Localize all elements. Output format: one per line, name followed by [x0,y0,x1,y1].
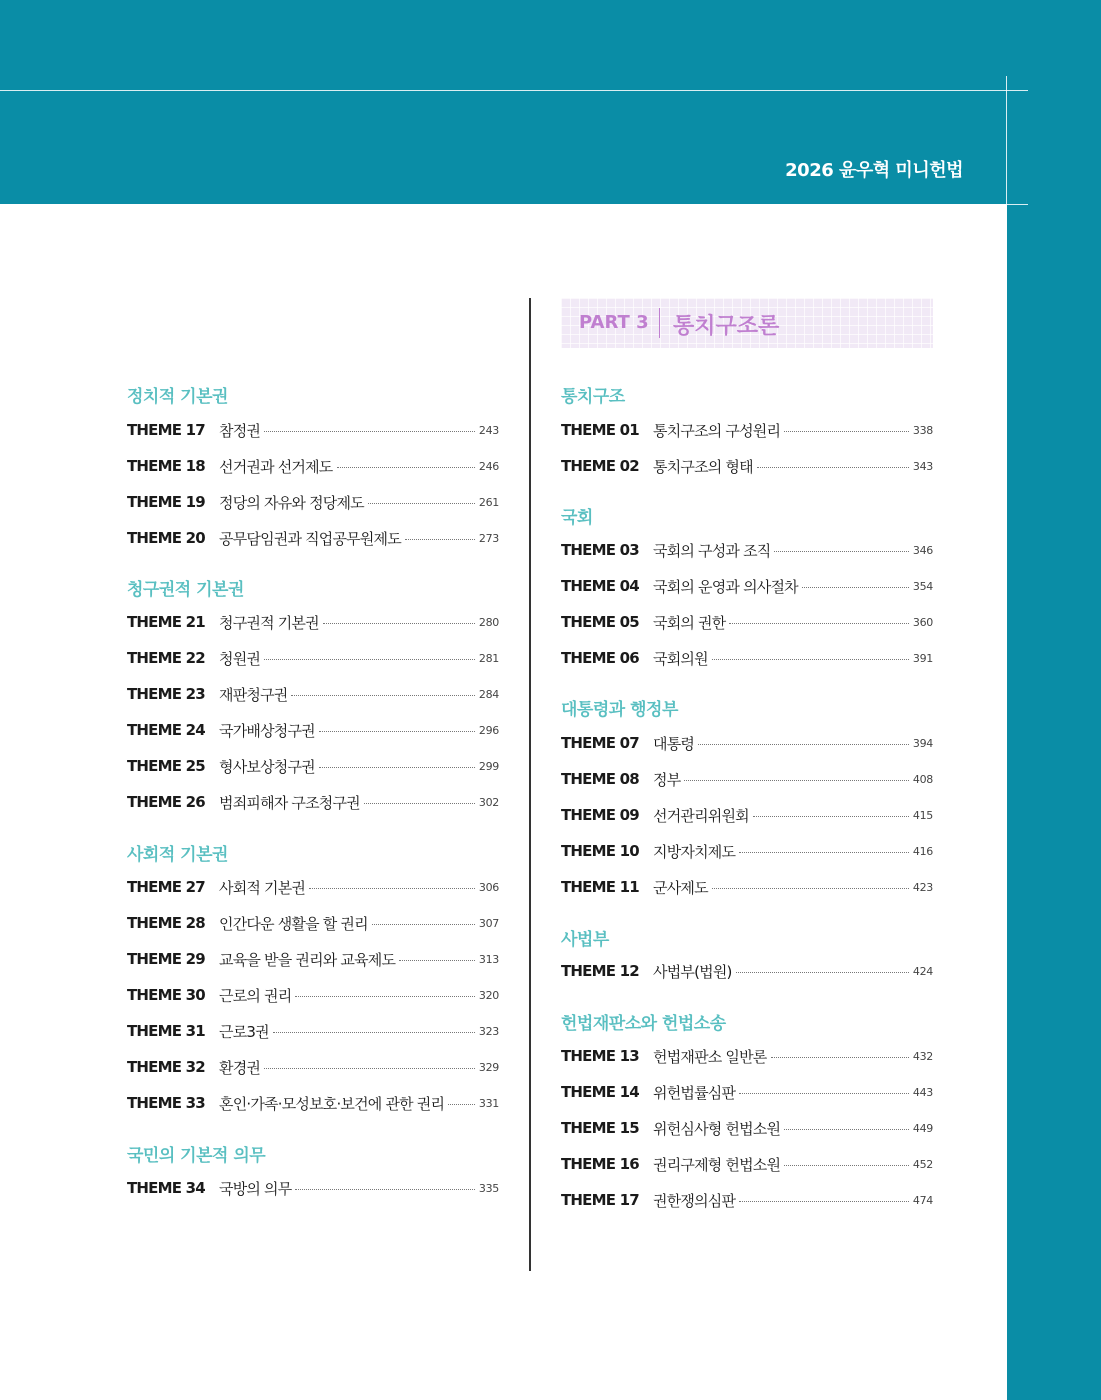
section-title: 사법부 [561,930,609,950]
toc-entry[interactable] [127,610,499,634]
theme-number: THEME 27 [127,878,205,896]
theme-number: THEME 01 [561,421,639,439]
theme-title: 국방의 의무 [219,1179,292,1198]
page-number: 246 [478,459,499,473]
toc-entry[interactable] [561,959,933,983]
theme-title: 근로의 권리 [219,986,292,1005]
dot-leader [712,888,909,889]
toc-entry[interactable] [127,875,499,899]
toc-entry[interactable] [127,454,499,478]
page-number: 320 [478,988,499,1002]
dot-leader [729,623,908,624]
toc-entry[interactable] [127,490,499,514]
theme-title: 선거관리위원회 [653,806,749,825]
theme-number: THEME 31 [127,1022,205,1040]
toc-entry[interactable] [127,718,499,742]
theme-number: THEME 18 [127,457,205,475]
dot-leader [337,467,475,468]
theme-title: 통치구조의 형태 [653,457,753,476]
page-number: 331 [478,1096,499,1110]
theme-title: 정부 [653,770,681,789]
dot-leader [739,852,909,853]
page-number: 452 [912,1157,933,1171]
theme-title: 참정권 [219,421,261,440]
theme-title: 범죄피해자 구조청구권 [219,793,360,812]
dot-leader [784,1129,909,1130]
dot-leader [323,623,475,624]
theme-number: THEME 04 [561,577,639,595]
section-title: 정치적 기본권 [127,387,228,407]
toc-entry[interactable] [127,646,499,670]
page-number: 335 [478,1181,499,1195]
theme-number: THEME 15 [561,1119,639,1137]
section-title: 국민의 기본적 의무 [127,1146,266,1166]
theme-title: 재판청구권 [219,685,288,704]
toc-entry[interactable] [561,1044,933,1068]
theme-number: THEME 11 [561,878,639,896]
theme-number: THEME 06 [561,649,639,667]
theme-title: 청원권 [219,649,261,668]
theme-number: THEME 29 [127,950,205,968]
theme-title: 환경권 [219,1058,261,1077]
theme-title: 지방자치제도 [653,842,736,861]
theme-number: THEME 08 [561,770,639,788]
theme-number: THEME 28 [127,914,205,932]
page-number: 307 [478,916,499,930]
dot-leader [264,1068,475,1069]
dot-leader [264,431,475,432]
page-number: 306 [478,880,499,894]
toc-entry[interactable] [561,875,933,899]
theme-number: THEME 23 [127,685,205,703]
toc-entry[interactable] [127,911,499,935]
toc-entry[interactable] [561,803,933,827]
theme-title: 근로3권 [219,1022,269,1041]
dot-leader [771,1057,909,1058]
theme-title: 혼인·가족·모성보호·보건에 관한 권리 [219,1094,445,1113]
dot-leader [319,767,475,768]
theme-title: 정당의 자유와 정당제도 [219,493,364,512]
toc-entry[interactable] [561,646,933,670]
toc-entry[interactable] [127,983,499,1007]
dot-leader [753,816,909,817]
page-number: 432 [912,1049,933,1063]
dot-leader [739,1093,909,1094]
theme-title: 국회의 구성과 조직 [653,541,771,560]
part-label: PART 3 [579,312,649,333]
toc-entry[interactable] [561,574,933,598]
page-number: 281 [478,651,499,665]
theme-number: THEME 17 [561,1191,639,1209]
toc-entry[interactable] [127,947,499,971]
theme-title: 권리구제형 헌법소원 [653,1155,781,1174]
section-title: 사회적 기본권 [127,845,228,865]
toc-entry[interactable] [561,610,933,634]
toc-entry[interactable] [127,526,499,550]
dot-leader [757,467,909,468]
theme-title: 공무담임권과 직업공무원제도 [219,529,401,548]
page-number: 338 [912,423,933,437]
dot-leader [399,960,475,961]
toc-entry[interactable] [127,682,499,706]
dot-leader [784,1165,909,1166]
theme-title: 교육을 받을 권리와 교육제도 [219,950,396,969]
header-rule [0,90,1028,91]
theme-number: THEME 03 [561,541,639,559]
toc-entry[interactable] [127,1055,499,1079]
theme-number: THEME 24 [127,721,205,739]
theme-number: THEME 25 [127,757,205,775]
dot-leader [264,659,475,660]
section-title: 헌법재판소와 헌법소송 [561,1014,726,1034]
section-title: 대통령과 행정부 [561,700,678,720]
theme-number: THEME 34 [127,1179,205,1197]
toc-entry[interactable] [127,1176,499,1200]
theme-title: 국회의원 [653,649,708,668]
theme-number: THEME 13 [561,1047,639,1065]
theme-number: THEME 05 [561,613,639,631]
theme-number: THEME 22 [127,649,205,667]
theme-title: 형사보상청구권 [219,757,315,776]
dot-leader [372,924,475,925]
theme-number: THEME 20 [127,529,205,547]
toc-entry[interactable] [561,418,933,442]
theme-number: THEME 19 [127,493,205,511]
dot-leader [712,659,909,660]
dot-leader [295,996,474,997]
theme-number: THEME 32 [127,1058,205,1076]
theme-title: 위헌심사형 헌법소원 [653,1119,781,1138]
toc-entry[interactable] [561,839,933,863]
toc-entry[interactable] [127,790,499,814]
page-number: 329 [478,1060,499,1074]
page-number: 280 [478,615,499,629]
page-number: 296 [478,723,499,737]
theme-number: THEME 21 [127,613,205,631]
dot-leader [273,1032,475,1033]
dot-leader [368,503,475,504]
theme-title: 헌법재판소 일반론 [653,1047,767,1066]
page-number: 273 [478,531,499,545]
theme-number: THEME 12 [561,962,639,980]
page-number: 424 [912,964,933,978]
section-title: 국회 [561,508,593,528]
theme-title: 대통령 [653,734,695,753]
dot-leader [291,695,474,696]
dot-leader [405,539,475,540]
column-divider [529,298,531,1271]
toc-entry[interactable] [561,454,933,478]
toc-entry[interactable] [561,1188,933,1212]
toc-entry[interactable] [127,754,499,778]
toc-entry[interactable] [561,731,933,755]
page-number: 449 [912,1121,933,1135]
toc-entry[interactable] [127,1019,499,1043]
theme-title: 통치구조의 구성원리 [653,421,781,440]
toc-entry[interactable] [127,418,499,442]
page-number: 343 [912,459,933,473]
page-number: 443 [912,1085,933,1099]
part-separator [659,308,660,338]
book-title: 2026 윤우혁 미니헌법 [785,160,963,181]
dot-leader [309,888,475,889]
dot-leader [774,551,908,552]
page-number: 408 [912,772,933,786]
header-vertical-rule [1006,76,1007,204]
theme-number: THEME 09 [561,806,639,824]
page-number: 302 [478,795,499,809]
theme-number: THEME 07 [561,734,639,752]
page-number: 391 [912,651,933,665]
page-number: 323 [478,1024,499,1038]
dot-leader [802,587,909,588]
theme-number: THEME 33 [127,1094,205,1112]
section-title: 청구권적 기본권 [127,580,244,600]
page-number: 261 [478,495,499,509]
toc-entry[interactable] [561,1080,933,1104]
toc-entry[interactable] [127,1091,499,1115]
theme-title: 국가배상청구권 [219,721,315,740]
theme-number: THEME 17 [127,421,205,439]
page-number: 423 [912,880,933,894]
theme-title: 사회적 기본권 [219,878,306,897]
page-number: 313 [478,952,499,966]
theme-number: THEME 30 [127,986,205,1004]
page-number: 394 [912,736,933,750]
toc-entry[interactable] [561,538,933,562]
theme-title: 사법부(법원) [653,962,732,981]
header-rule-tick [1007,204,1028,205]
theme-title: 위헌법률심판 [653,1083,736,1102]
dot-leader [736,972,909,973]
dot-leader [319,731,475,732]
theme-title: 청구권적 기본권 [219,613,319,632]
theme-number: THEME 26 [127,793,205,811]
page-number: 474 [912,1193,933,1207]
dot-leader [784,431,909,432]
theme-title: 권한쟁의심판 [653,1191,736,1210]
side-band [1007,204,1101,1400]
theme-title: 인간다운 생활을 할 권리 [219,914,368,933]
page-number: 354 [912,579,933,593]
theme-title: 선거권과 선거제도 [219,457,333,476]
section-title: 통치구조 [561,387,625,407]
page-number: 243 [478,423,499,437]
theme-number: THEME 16 [561,1155,639,1173]
toc-entry[interactable] [561,1152,933,1176]
part-banner [561,298,933,348]
dot-leader [448,1104,475,1105]
dot-leader [684,780,909,781]
page-number: 299 [478,759,499,773]
page-number: 346 [912,543,933,557]
toc-entry[interactable] [561,767,933,791]
page-number: 415 [912,808,933,822]
theme-title: 국회의 운영과 의사절차 [653,577,798,596]
toc-entry[interactable] [561,1116,933,1140]
dot-leader [295,1189,474,1190]
theme-title: 국회의 권한 [653,613,726,632]
theme-number: THEME 14 [561,1083,639,1101]
page-number: 284 [478,687,499,701]
theme-number: THEME 02 [561,457,639,475]
theme-title: 군사제도 [653,878,708,897]
page-number: 360 [912,615,933,629]
theme-number: THEME 10 [561,842,639,860]
dot-leader [739,1201,909,1202]
dot-leader [364,803,475,804]
page-number: 416 [912,844,933,858]
dot-leader [698,744,909,745]
part-name: 통치구조론 [673,314,780,339]
